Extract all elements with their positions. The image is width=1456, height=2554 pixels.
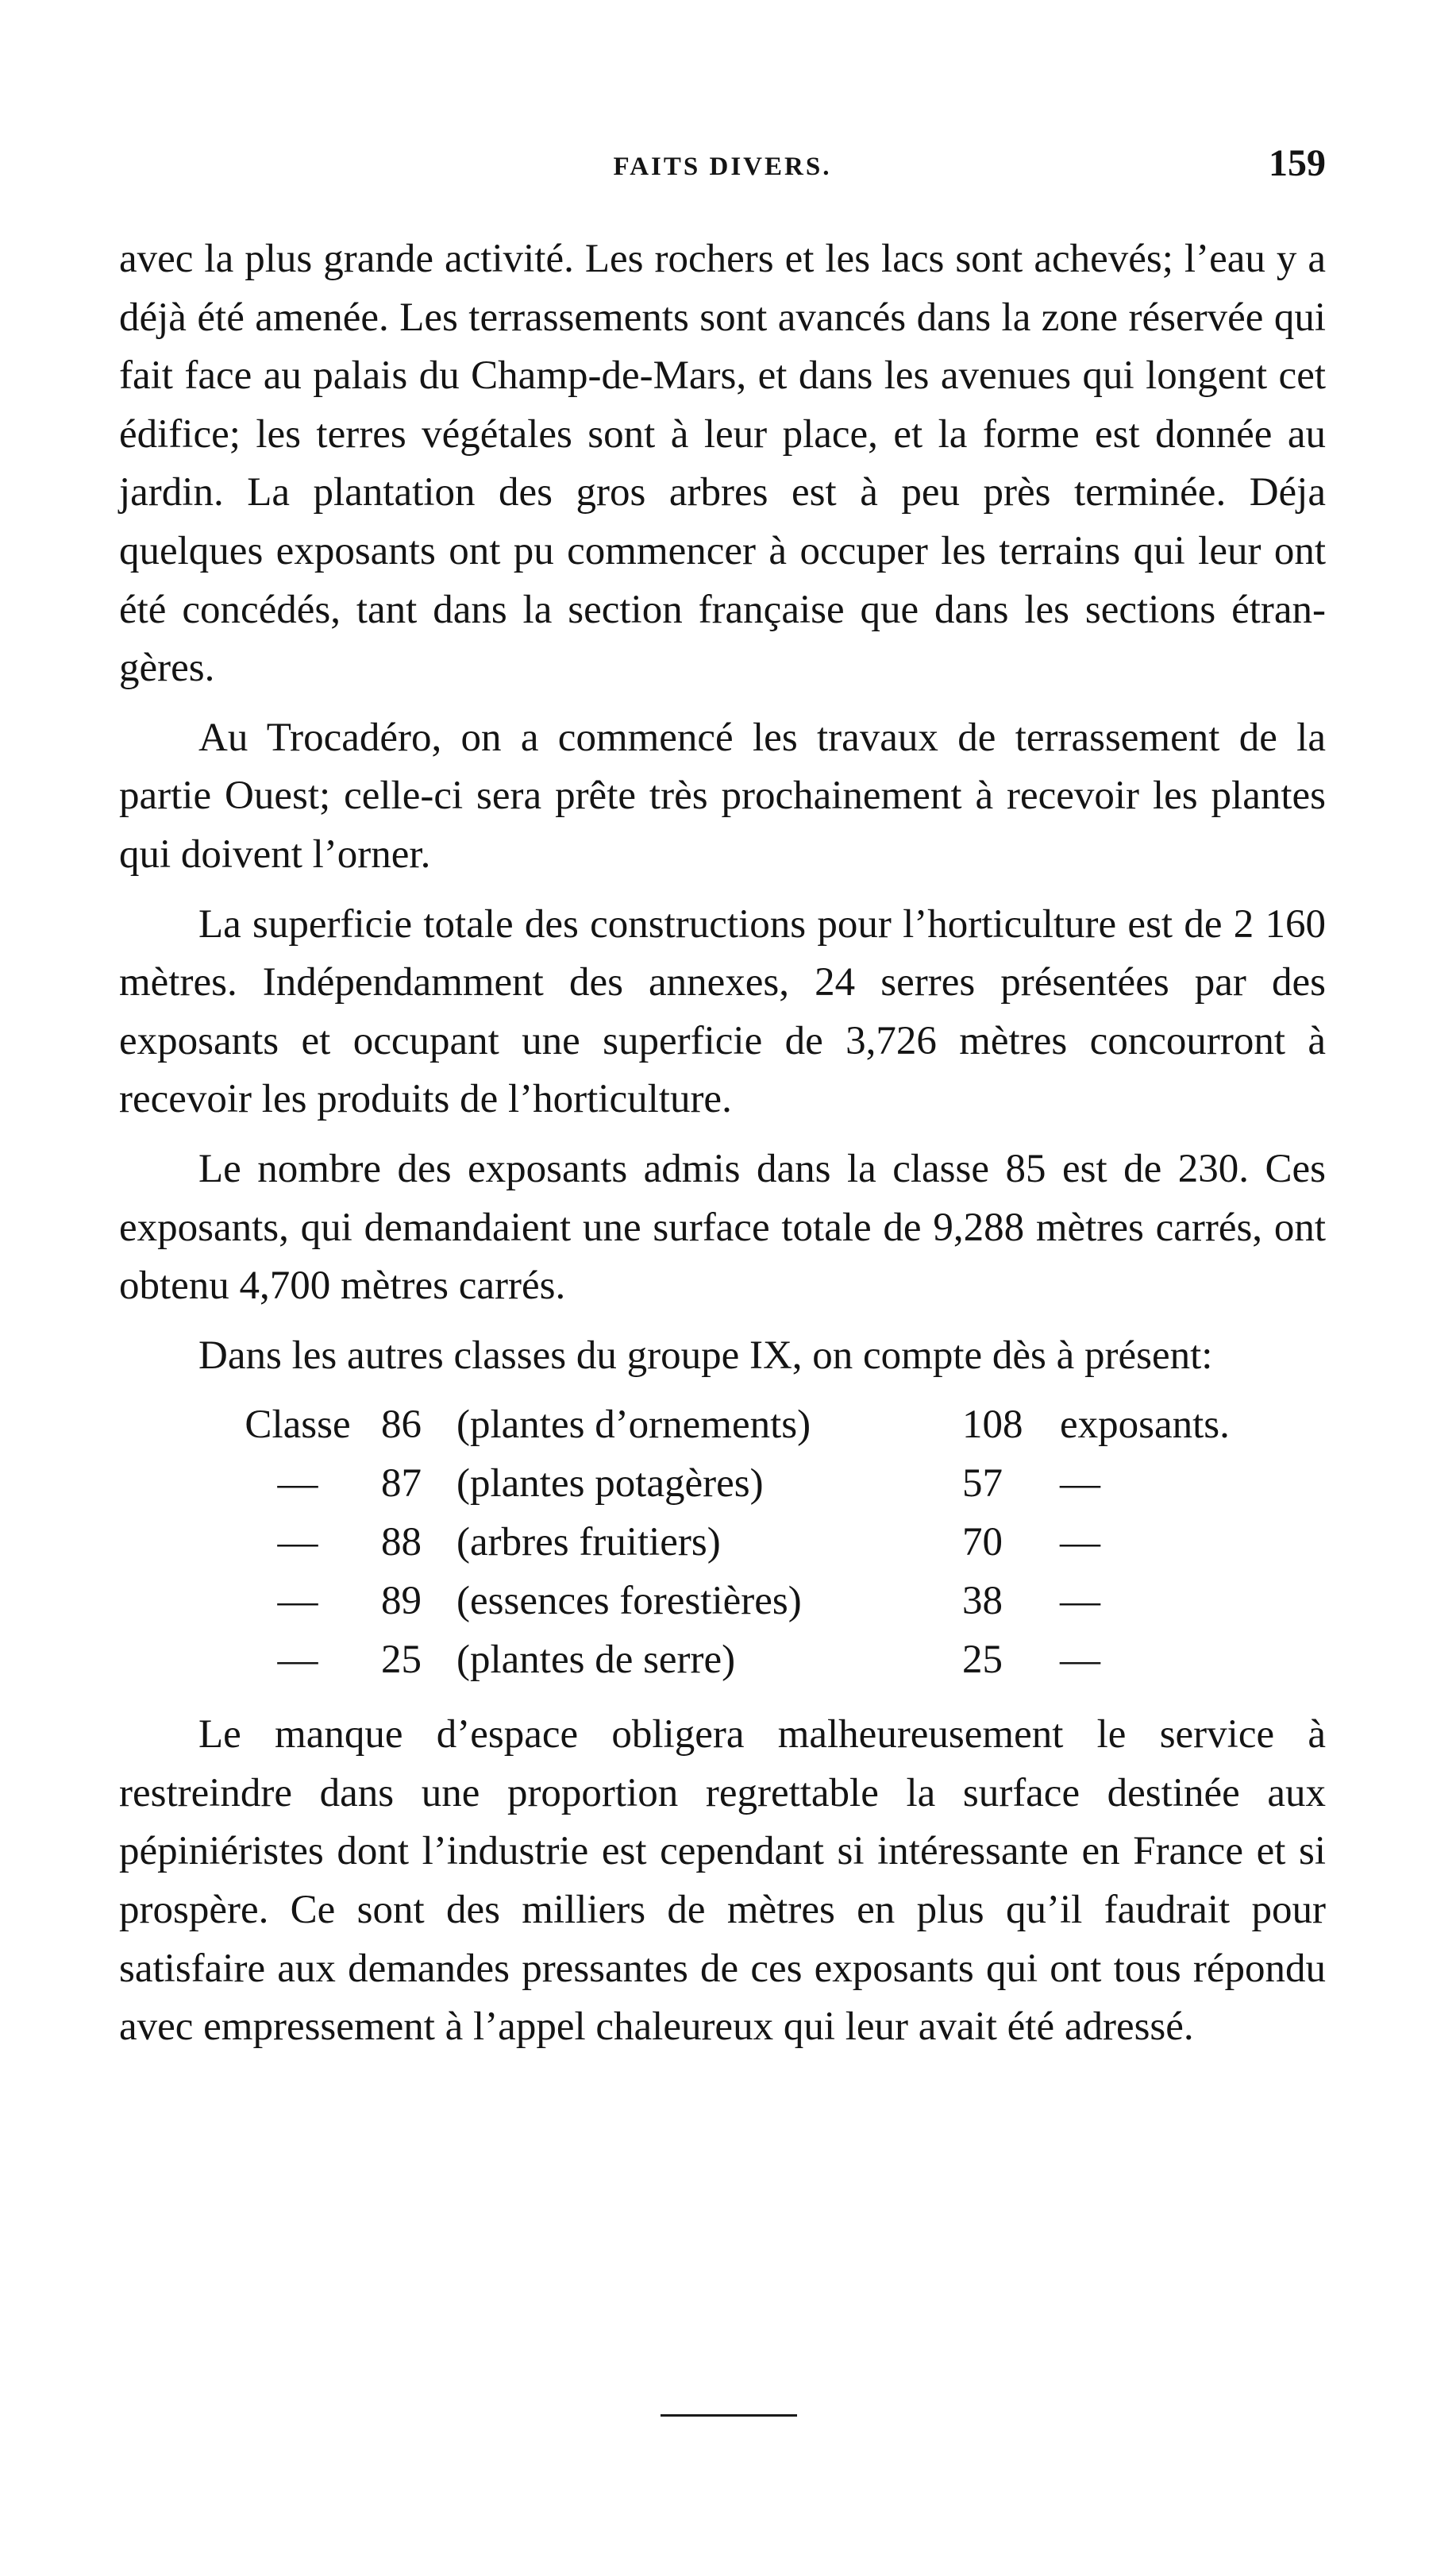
class-count: 38: [962, 1579, 1003, 1624]
class-unit: —: [1060, 1579, 1100, 1624]
class-unit: —: [1060, 1638, 1100, 1683]
class-number: 88: [381, 1520, 422, 1565]
class-unit: exposants.: [1060, 1402, 1230, 1448]
class-unit: —: [1060, 1461, 1100, 1507]
closing-rule: [661, 2414, 797, 2417]
paragraph-trocadero: Au Trocadéro, on a commencé les travaux de terrassement de la partie Ouest; celle-ci sera prête très prochainement à recevoir les plantes qui doivent l’orner.: [119, 715, 1326, 877]
class-number: 89: [381, 1579, 422, 1624]
class-table: [119, 1396, 1326, 1695]
class-count: 25: [962, 1638, 1003, 1683]
class-description: (arbres fruitiers): [456, 1520, 721, 1565]
class-row: [119, 1631, 1326, 1690]
paragraph-groupe-ix: Dans les autres classes du groupe IX, on compte dès à présent:: [198, 1333, 1213, 1378]
paragraph-classe-85: Le nombre des exposants admis dans la classe 85 est de 230. Ces exposants, qui demandaient une surface totale de 9,288 mètres carrés, ont obtenu 4,700 mètres carrés.: [119, 1146, 1326, 1309]
body-text: [119, 230, 1326, 2068]
class-description: (essences forestières): [456, 1579, 802, 1624]
class-description: (plantes potagères): [456, 1461, 764, 1507]
class-row: [119, 1396, 1326, 1455]
class-description: (plantes de serre): [456, 1638, 736, 1683]
class-count: 57: [962, 1461, 1003, 1507]
class-row: [119, 1572, 1326, 1631]
class-unit: —: [1060, 1520, 1100, 1565]
class-number: 87: [381, 1461, 422, 1507]
class-description: (plantes d’ornements): [456, 1402, 811, 1448]
class-count: 70: [962, 1520, 1003, 1565]
paragraph-superficie: La superficie totale des constructions pour l’horticulture est de 2 160 mètres. Indépendamment des annexes, 24 serres présentées par des exposants et occupant une superficie de 3,726 mètres concourront à recevoir les produits de l’horticulture.: [119, 901, 1326, 1122]
class-label: —: [277, 1579, 318, 1624]
running-head: [119, 141, 1326, 197]
class-row: [119, 1514, 1326, 1572]
paragraph-manque-espace: Le manque d’espace obligera malheureusement le service à restreindre dans une proportion regrettable la surface destinée aux pépiniéristes dont l’industrie est cependant si intéressante en France et si prospère. Ce sont des milliers de mètres en plus qu’il faudrait pour satisfaire aux demandes pressantes de ces exposants qui ont tous répondu avec empressement à l’appel chaleureux qui leur avait été adressé.: [119, 1712, 1326, 2050]
class-number: 86: [381, 1402, 422, 1448]
class-row: [119, 1455, 1326, 1514]
class-count: 108: [962, 1402, 1023, 1448]
class-label: —: [277, 1461, 318, 1507]
paragraph-continuation: avec la plus grande activité. Les rochers et les lacs sont achevés; l’eau y a déjà été amenée. Les terrassements sont avancés dans la zone réservée qui fait face au palais du Champ-de-Mars, et dans les avenues qui longent cet édifice; les terres végétales sont à leur place, et la forme est donnée au jardin. La plantation des gros arbres est à peu près terminée. Déja quelques exposants ont pu commencer à occuper les terrains qui leur ont été concédés, tant dans la section française que dans les sections étrangères.: [119, 237, 1326, 691]
running-title: FAITS DIVERS.: [613, 152, 832, 181]
class-number: 25: [381, 1638, 422, 1683]
class-label: —: [277, 1638, 318, 1683]
class-label: Classe: [245, 1402, 351, 1448]
page-number: 159: [1269, 142, 1326, 184]
class-label: —: [277, 1520, 318, 1565]
